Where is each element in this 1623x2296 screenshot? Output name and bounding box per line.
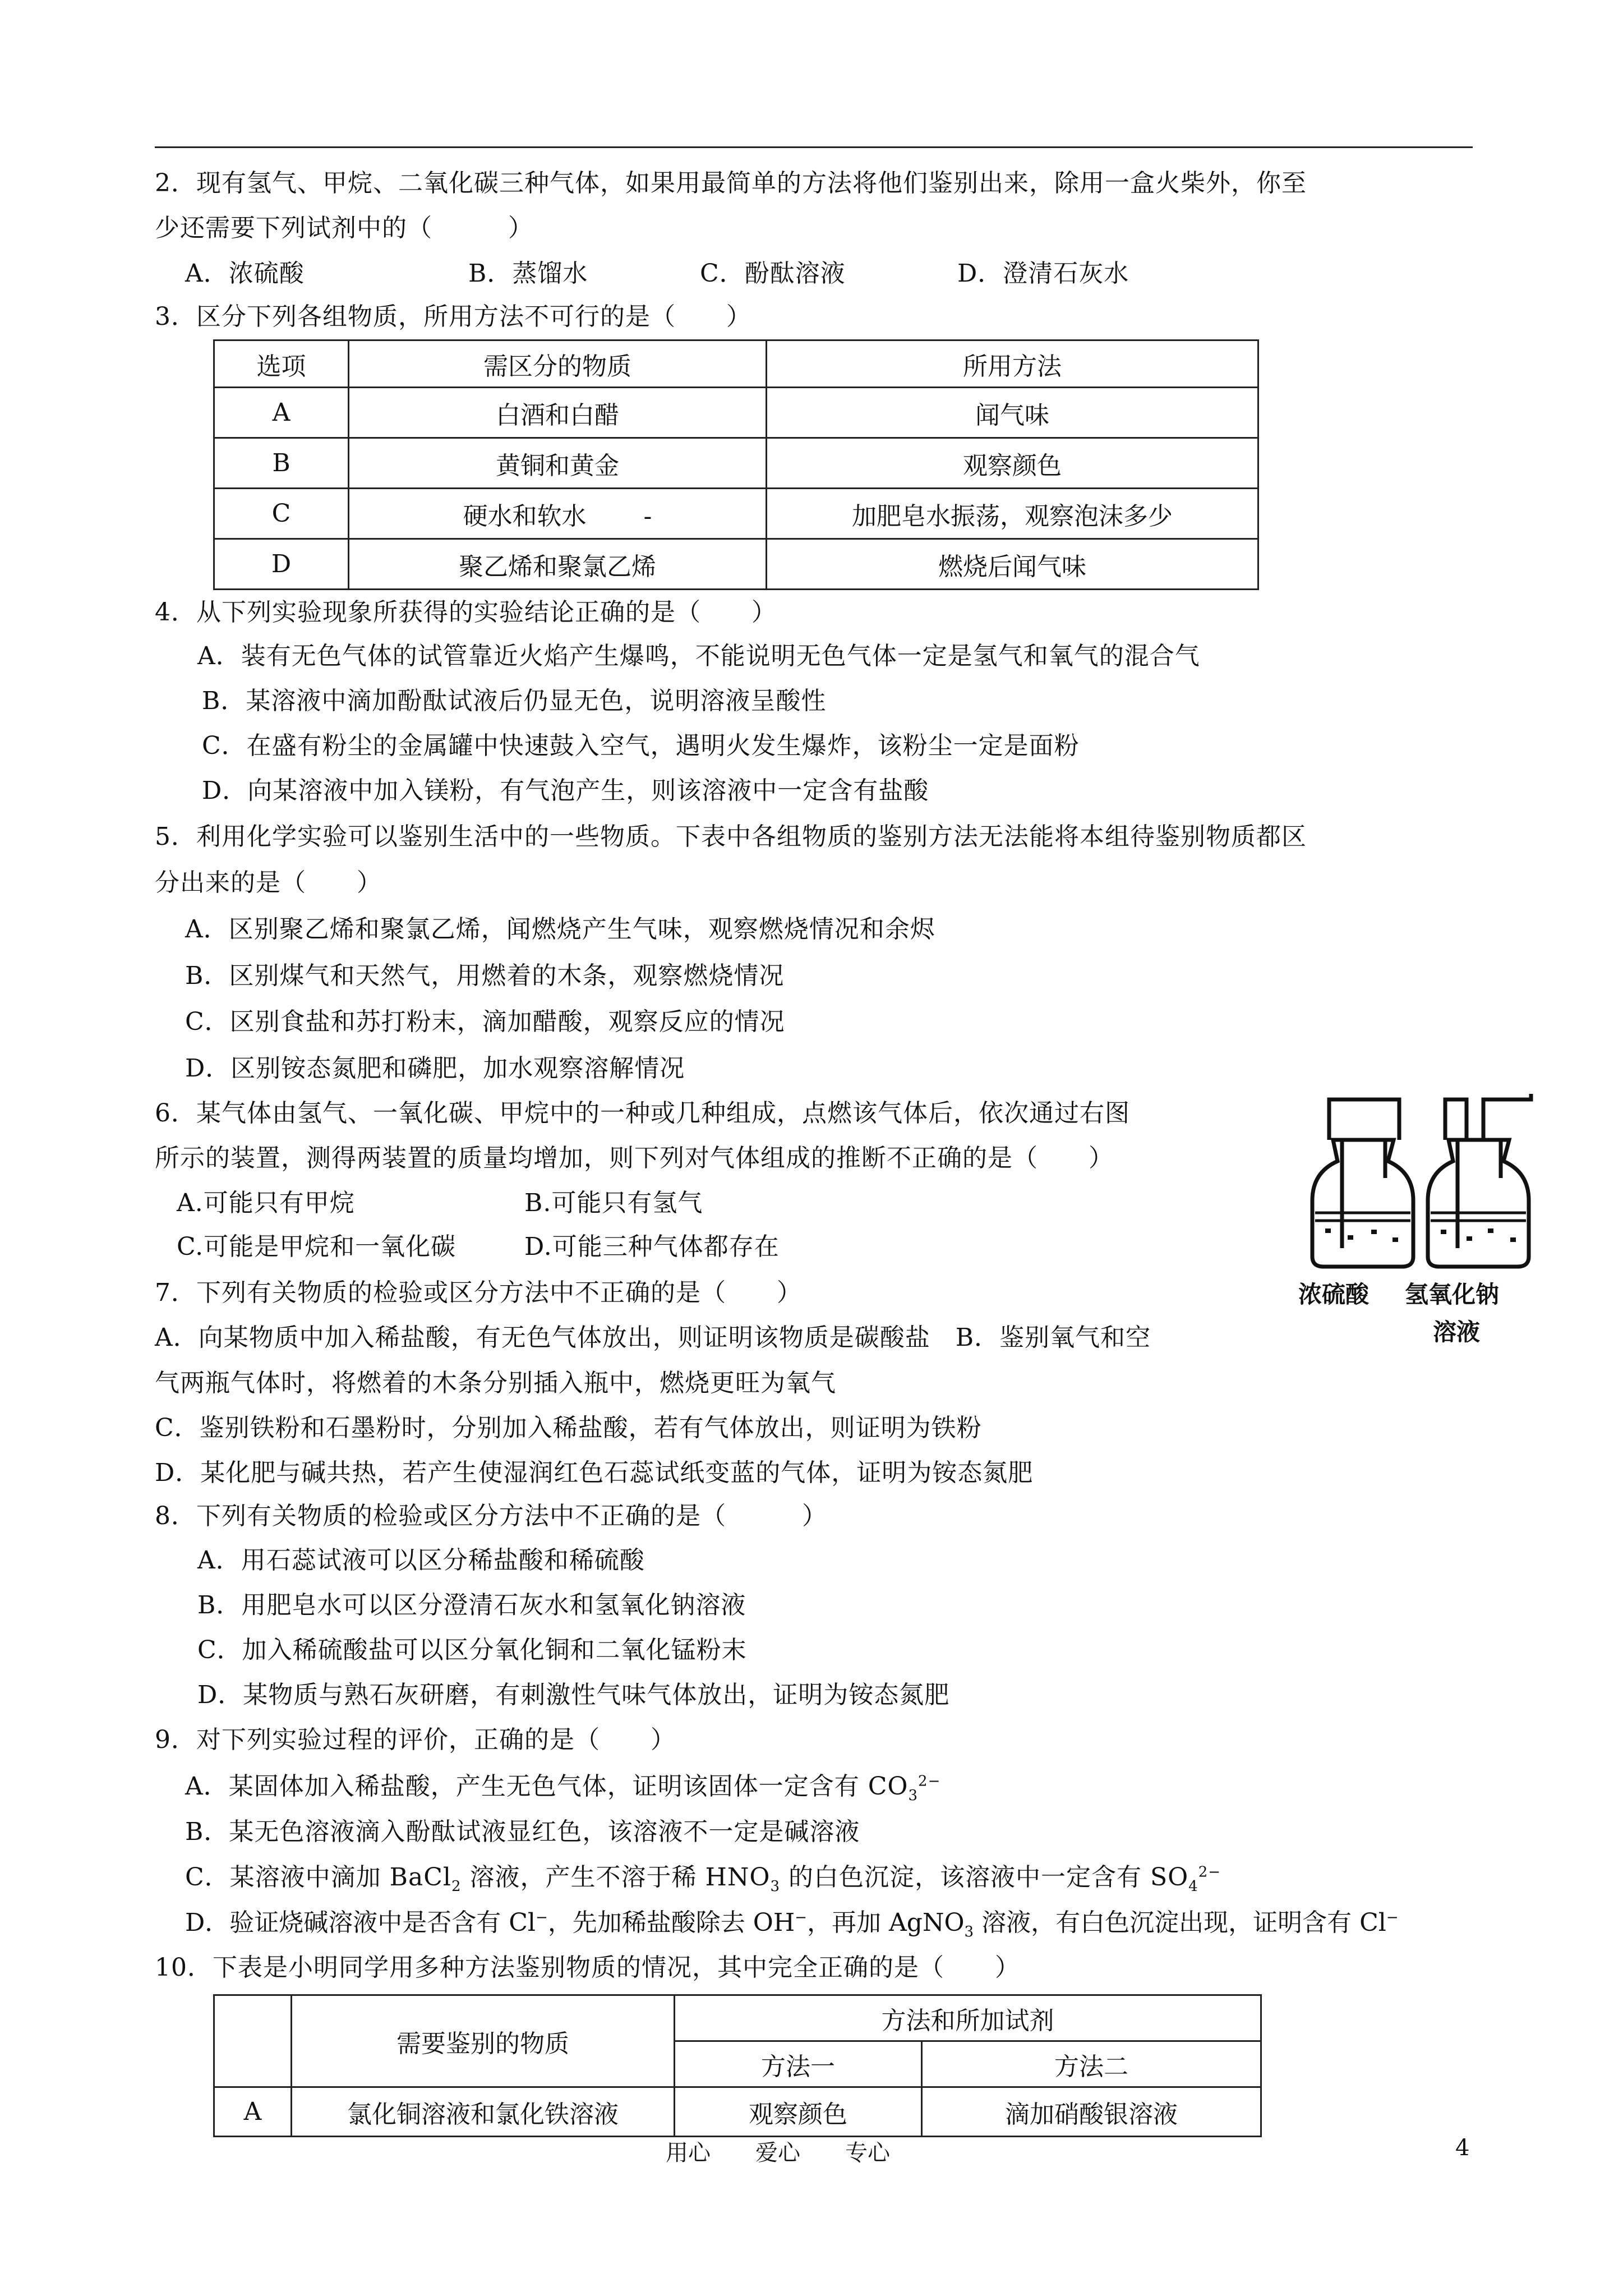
q9-option-d-text4: 溶液，有白色沉淀出现，证明含有 Cl: [974, 1908, 1386, 1937]
superscript: −: [1386, 1909, 1399, 1926]
subscript: 3: [770, 1878, 780, 1895]
q7-line-a: A．向某物质中加入稀盐酸，有无色气体放出，则证明该物质是碳酸盐 B．鉴别氧气和空: [155, 1323, 1151, 1352]
figure-label-sulfuric-acid: 浓硫酸: [1298, 1281, 1370, 1308]
q10-stem: 10．下表是小明同学用多种方法鉴别物质的情况，其中完全正确的是（ ）: [155, 1953, 1020, 1982]
subscript: 3: [908, 1787, 919, 1804]
q4-option-b: B．某溶液中滴加酚酞试液后仍显无色，说明溶液呈酸性: [202, 687, 827, 715]
q9-option-d-text1: D．验证烧碱溶液中是否含有 Cl: [185, 1908, 536, 1937]
q3-cell-option: D: [214, 539, 349, 590]
figure-label-naoh-1: 氢氧化钠: [1405, 1281, 1500, 1308]
gas-washing-bottles-diagram: [1298, 1088, 1534, 1273]
q2-option-a: A．浓硫酸: [185, 259, 305, 288]
q3-header-option: 选项: [214, 341, 349, 388]
q3-table: [213, 339, 1259, 590]
figure-label-naoh-2: 溶液: [1433, 1318, 1481, 1346]
q3-table-header: [214, 341, 1258, 388]
q5-stem-line1: 5．利用化学实验可以鉴别生活中的一些物质。下表中各组物质的鉴别方法无法能将本组待鉴别物质都区: [155, 822, 1307, 851]
q7-stem: 7．下列有关物质的检验或区分方法中不正确的是（ ）: [155, 1278, 802, 1307]
q10-cell-method2: 滴加硝酸银溶液: [922, 2087, 1261, 2137]
q7-line-c: C．鉴别铁粉和石墨粉时，分别加入稀盐酸，若有气体放出，则证明为铁粉: [155, 1414, 982, 1442]
q3-cell-method: 闻气味: [767, 388, 1258, 438]
q9-stem: 9．对下列实验过程的评价，正确的是（ ）: [155, 1726, 676, 1754]
subscript: 2: [451, 1878, 462, 1895]
q3-header-method: 所用方法: [767, 341, 1258, 388]
q7-line-d: D．某化肥与碱共热，若产生使湿润红色石蕊试纸变蓝的气体，证明为铵态氮肥: [155, 1458, 1034, 1487]
q6-option-c: C.可能是甲烷和一氧化碳: [177, 1232, 457, 1261]
q3-cell-substance: 白酒和白醋: [349, 388, 767, 438]
superscript: −: [536, 1909, 548, 1926]
table-row: [214, 539, 1258, 590]
table-row: [214, 388, 1258, 438]
q2-stem-line1: 2．现有氢气、甲烷、二氧化碳三种气体，如果用最简单的方法将他们鉴别出来，除用一盒火柴外，你至: [155, 169, 1307, 197]
q3-cell-substance: 黄铜和黄金: [349, 438, 767, 489]
q3-cell-option: B: [214, 438, 349, 489]
q9-option-d-text2: ，先加稀盐酸除去 OH: [547, 1908, 795, 1937]
q2-stem-line2: 少还需要下列试剂中的（ ）: [155, 214, 533, 242]
q2-option-d: D．澄清石灰水: [957, 259, 1129, 288]
q8-option-b: B．用肥皂水可以区分澄清石灰水和氢氧化钠溶液: [197, 1591, 746, 1619]
q8-stem: 8．下列有关物质的检验或区分方法中不正确的是（ ）: [155, 1502, 827, 1530]
page-number: 4: [1455, 2135, 1470, 2161]
q10-cell-option: A: [214, 2087, 292, 2137]
q3-cell-method: 燃烧后闻气味: [767, 539, 1258, 590]
q9-option-c-text3: 的白色沉淀，该溶液中一定含有 SO: [780, 1863, 1189, 1892]
q10-header-blank: [214, 1995, 292, 2087]
q10-table: [213, 1994, 1262, 2137]
q6-option-d: D.可能三种气体都存在: [524, 1232, 780, 1261]
q4-option-c: C．在盛有粉尘的金属罐中快速鼓入空气，遇明火发生爆炸，该粉尘一定是面粉: [202, 731, 1080, 760]
q10-header-substance: 需要鉴别的物质: [292, 1995, 675, 2087]
q6-stem-line2: 所示的装置，测得两装置的质量均增加，则下列对气体组成的推断不正确的是（ ）: [155, 1144, 1114, 1172]
q10-cell-substance: 氯化铜溶液和氯化铁溶液: [292, 2087, 675, 2137]
q10-table-header-row1: [214, 1995, 1261, 2041]
q10-header-method1: 方法一: [675, 2041, 922, 2087]
q4-option-a: A．装有无色气体的试管靠近火焰产生爆鸣，不能说明无色气体一定是氢气和氧气的混合气: [197, 642, 1200, 670]
q6-option-b: B.可能只有氢气: [524, 1189, 703, 1217]
q6-option-a: A.可能只有甲烷: [177, 1189, 355, 1217]
q2-option-c: C．酚酞溶液: [700, 259, 846, 288]
q6-stem-line1: 6．某气体由氢气、一氧化碳、甲烷中的一种或几种组成，点燃该气体后，依次通过右图: [155, 1099, 1130, 1128]
q8-option-a: A．用石蕊试液可以区分稀盐酸和稀硫酸: [197, 1546, 645, 1575]
q4-stem: 4．从下列实验现象所获得的实验结论正确的是（ ）: [155, 598, 777, 627]
q3-cell-substance: 聚乙烯和聚氯乙烯: [349, 539, 767, 590]
q3-cell-option: C: [214, 489, 349, 539]
q3-cell-option: A: [214, 388, 349, 438]
q9-option-c-text1: C．某溶液中滴加 BaCl: [185, 1863, 451, 1892]
q9-option-d: [185, 1906, 1399, 1940]
gas-washing-bottles-figure: [1298, 1088, 1534, 1352]
q9-option-d-text3: ，再加 AgNO: [807, 1908, 965, 1937]
q4-option-d: D．向某溶液中加入镁粉，有气泡产生，则该溶液中一定含有盐酸: [202, 776, 929, 805]
header-rule: [155, 146, 1473, 148]
q10-cell-method1: 观察颜色: [675, 2087, 922, 2137]
superscript: −: [795, 1909, 808, 1926]
q8-option-d: D．某物质与熟石灰研磨，有刺激性气味气体放出，证明为铵态氮肥: [197, 1681, 950, 1709]
q9-option-b: B．某无色溶液滴入酚酞试液显红色，该溶液不一定是碱溶液: [185, 1818, 860, 1846]
q5-option-c: C．区别食盐和苏打粉末，滴加醋酸，观察反应的情况: [185, 1007, 785, 1036]
q5-option-b: B．区别煤气和天然气，用燃着的木条，观察燃烧情况: [185, 961, 785, 990]
subscript: 4: [1188, 1878, 1198, 1895]
q2-option-b: B．蒸馏水: [468, 259, 588, 288]
q9-option-c: [185, 1861, 1221, 1894]
q9-option-c-text2: 溶液，产生不溶于稀 HNO: [461, 1863, 771, 1892]
q7-line-a-cont: 气两瓶气体时，将燃着的木条分别插入瓶中，燃烧更旺为氧气: [155, 1369, 836, 1397]
q9-option-a-text: A．某固体加入稀盐酸，产生无色气体，证明该固体一定含有 CO: [185, 1772, 909, 1801]
table-row: [214, 438, 1258, 489]
q5-option-d: D．区别铵态氮肥和磷肥，加水观察溶解情况: [185, 1054, 685, 1083]
superscript: 2−: [918, 1773, 941, 1790]
q3-cell-substance: 硬水和软水 -: [349, 489, 767, 539]
q10-header-method2: 方法二: [922, 2041, 1261, 2087]
table-row: [214, 2087, 1261, 2137]
q3-stem: 3．区分下列各组物质，所用方法不可行的是（ ）: [155, 302, 751, 331]
q8-option-c: C．加入稀硫酸盐可以区分氧化铜和二氧化锰粉末: [197, 1636, 747, 1664]
q3-cell-method: 加肥皂水振荡，观察泡沫多少: [767, 489, 1258, 539]
q5-option-a: A．区别聚乙烯和聚氯乙烯，闻燃烧产生气味，观察燃烧情况和余烬: [185, 915, 935, 944]
q3-cell-method: 观察颜色: [767, 438, 1258, 489]
q3-header-substance: 需区分的物质: [349, 341, 767, 388]
q9-option-a: [185, 1770, 940, 1803]
q5-stem-line2: 分出来的是（ ）: [155, 868, 382, 897]
subscript: 3: [964, 1923, 974, 1940]
page-footer: 用心 爱心 专心: [666, 2140, 890, 2166]
superscript: 2−: [1198, 1864, 1221, 1881]
table-row: [214, 489, 1258, 539]
q10-header-methods: 方法和所加试剂: [675, 1995, 1261, 2041]
